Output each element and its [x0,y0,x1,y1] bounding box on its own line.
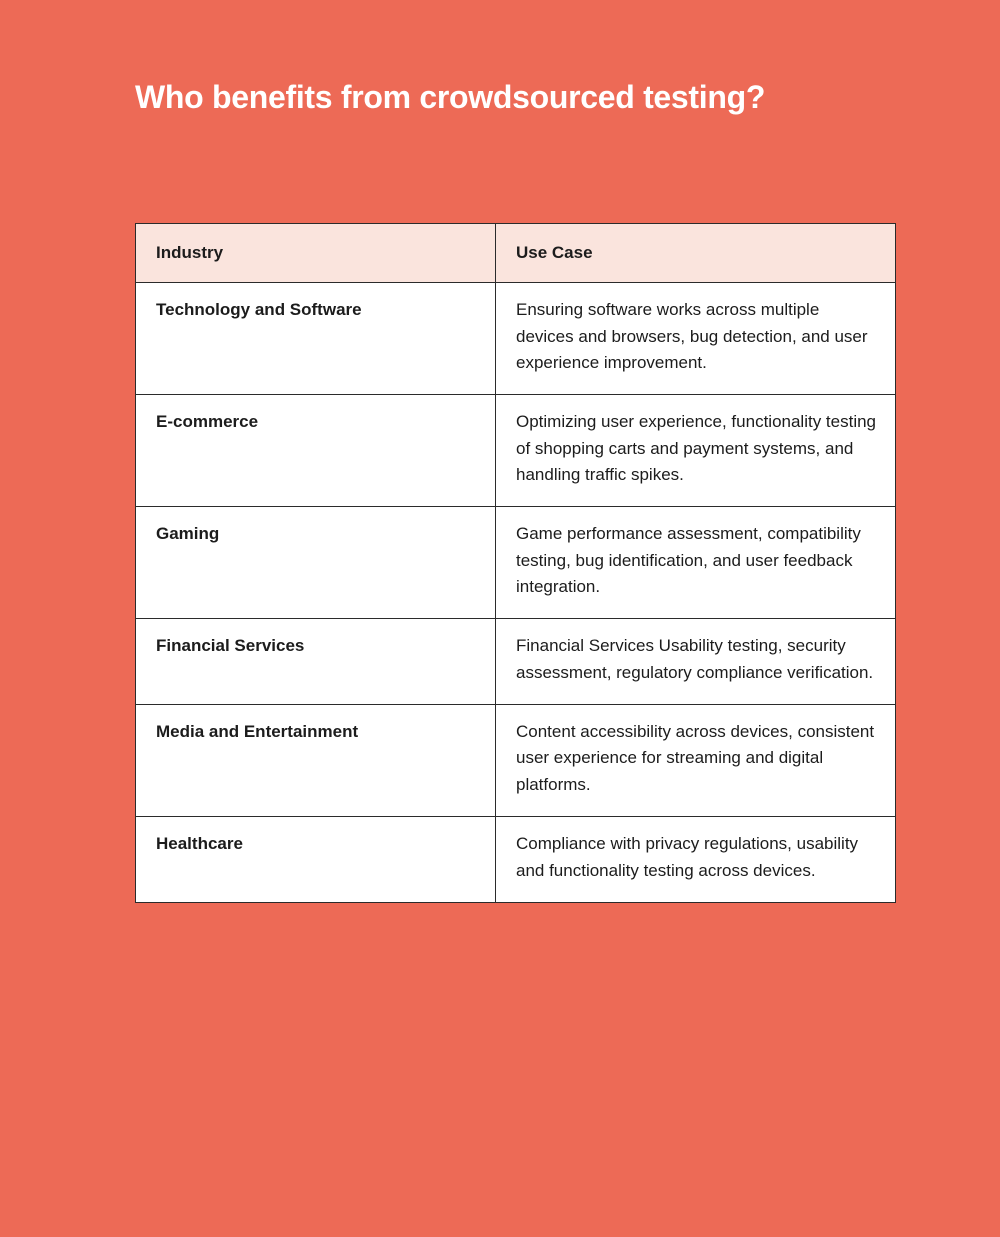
table-header [136,224,896,283]
cell-use-case: Optimizing user experience, functionality testing of shopping carts and payment systems, and handling traffic spikes. [496,395,896,507]
cell-industry: Healthcare [136,817,496,903]
cell-industry: E-commerce [136,395,496,507]
cell-industry: Media and Entertainment [136,705,496,817]
table-row [136,283,896,395]
cell-industry: Technology and Software [136,283,496,395]
cell-use-case: Financial Services Usability testing, security assessment, regulatory compliance verification. [496,619,896,705]
table-row [136,507,896,619]
page-title: Who benefits from crowdsourced testing? [135,79,766,115]
cell-use-case: Content accessibility across devices, consistent user experience for streaming and digital platforms. [496,705,896,817]
benefits-table [135,223,896,903]
cell-use-case: Compliance with privacy regulations, usability and functionality testing across devices. [496,817,896,903]
cell-use-case: Ensuring software works across multiple devices and browsers, bug detection, and user experience improvement. [496,283,896,395]
table-row [136,395,896,507]
table-header-row [136,224,896,283]
table-row [136,705,896,817]
table-row [136,619,896,705]
table-row [136,817,896,903]
column-header-industry: Industry [136,224,496,283]
column-header-use-case: Use Case [496,224,896,283]
cell-use-case: Game performance assessment, compatibility testing, bug identification, and user feedback integration. [496,507,896,619]
table-body [136,283,896,903]
benefits-table-container [135,223,895,903]
cell-industry: Financial Services [136,619,496,705]
cell-industry: Gaming [136,507,496,619]
